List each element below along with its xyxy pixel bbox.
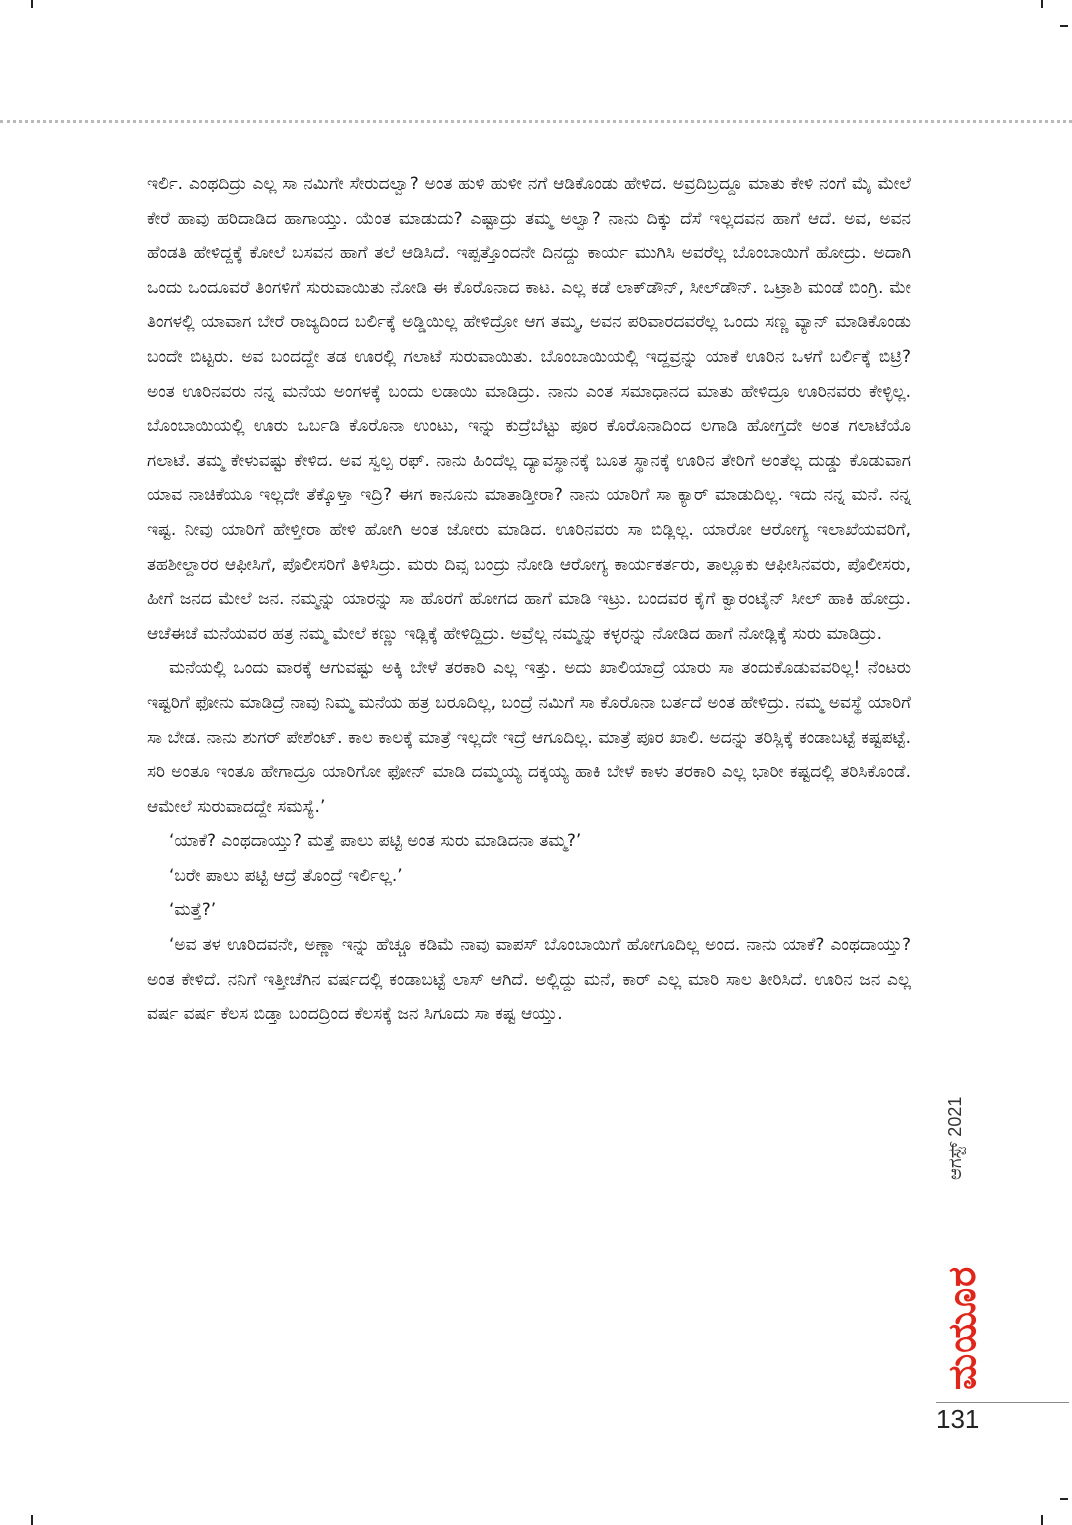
paragraph-2: ಮನೆಯಲ್ಲಿ ಒಂದು ವಾರಕ್ಕೆ ಆಗುವಷ್ಟು ಅಕ್ಕಿ ಬೇಳೆ ತರಕಾರಿ ಎಲ್ಲ ಇತ್ತು. ಅದು ಖಾಲಿಯಾದ್ರೆ ಯಾರು ಸಾ ತಂದುಕೊಡುವವರಿಲ್ಲ! ನೆಂಟರು ಇಷ್ಟರಿಗೆ ಫೋನು ಮಾಡಿದ್ರೆ ನಾವು ನಿಮ್ಮ ಮನೆಯ ಹತ್ರ ಬರೂದಿಲ್ಲ, ಬಂದ್ರೆ ನಮಿಗೆ ಸಾ ಕೊರೊನಾ ಬರ್ತದೆ ಅಂತ ಹೇಳಿದ್ರು. ನಮ್ಮ ಅವಸ್ಥೆ ಯಾರಿಗೆ ಸಾ ಬೇಡ. ನಾನು ಶುಗರ್ ಪೇಶೆಂಟ್. ಕಾಲ ಕಾಲಕ್ಕೆ ಮಾತ್ರೆ ಇಲ್ಲದೇ ಇದ್ರೆ ಆಗೂದಿಲ್ಲ. ಮಾತ್ರೆ ಪೂರ ಖಾಲಿ. ಅದನ್ನು ತರಿಸ್ಲಿಕ್ಕೆ ಕಂಡಾಬಟ್ಟೆ ಕಷ್ಟಪಟ್ಟೆ. ಸರಿ ಅಂತೂ ಇಂತೂ ಹೇಗಾದ್ರೂ ಯಾರಿಗೋ ಫೋನ್ ಮಾಡಿ ದಮ್ಮಯ್ಯ ದಕ್ಕಯ್ಯ ಹಾಕಿ ಬೇಳೆ ಕಾಳು ತರಕಾರಿ ಎಲ್ಲ ಭಾರೀ ಕಷ್ಟದಲ್ಲಿ ತರಿಸಿಕೊಂಡೆ. ಆಮೇಲೆ ಸುರುವಾದದ್ದೇ ಸಮಸ್ಯೆ.’ [147,658,911,817]
page-number-rule [936,1402,1069,1403]
paragraph-3: ‘ಅವ ತಳ ಊರಿದವನೇ, ಅಣ್ಣಾ ಇನ್ನು ಹೆಚ್ಚೂ ಕಡಿಮೆ ನಾವು ವಾಪಸ್ ಬೊಂಬಾಯಿಗೆ ಹೋಗೂದಿಲ್ಲ ಅಂದ. ನಾನು ಯಾಕೆ? ಎಂಥದಾಯ್ತು? ಅಂತ ಕೇಳಿದೆ. ನನಿಗೆ ಇತ್ತೀಚೆಗಿನ ವರ್ಷದಲ್ಲಿ ಕಂಡಾಬಟ್ಟೆ ಲಾಸ್ ಆಗಿದೆ. ಅಲ್ಲಿದ್ದು ಮನೆ, ಕಾರ್ ಎಲ್ಲ ಮಾರಿ ಸಾಲ ತೀರಿಸಿದೆ. ಊರಿನ ಜನ ಎಲ್ಲ ವರ್ಷ ವರ್ಷ ಕೆಲಸ ಬಿಡ್ತಾ ಬಂದದ್ರಿಂದ ಕೆಲಸಕ್ಕೆ ಜನ ಸಿಗೂದು ಸಾ ಕಷ್ಟ ಆಯ್ತು. [147,935,911,1025]
paragraph-1: ಇರ್ಲಿ. ಎಂಥದಿದ್ರು ಎಲ್ಲ ಸಾ ನಮಿಗೇ ಸೇರುದಲ್ವಾ? ಅಂತ ಹುಳಿ ಹುಳೀ ನಗೆ ಆಡಿಕೊಂಡು ಹೇಳಿದ. ಅವ್ರದಿಬ್ರದ್ದೂ ಮಾತು ಕೇಳಿ ನಂಗೆ ಮೈ ಮೇಲೆ ಕೇರೆ ಹಾವು ಹರಿದಾಡಿದ ಹಾಗಾಯ್ತು. ಯೆಂತ ಮಾಡುದು? ಎಷ್ಟಾದ್ರು ತಮ್ಮ ಅಲ್ವಾ? ನಾನು ದಿಕ್ಕು ದೆಸೆ ಇಲ್ಲದವನ ಹಾಗೆ ಆದೆ. ಅವ, ಅವನ ಹೆಂಡತಿ ಹೇಳಿದ್ದಕ್ಕೆ ಕೋಲೆ ಬಸವನ ಹಾಗೆ ತಲೆ ಆಡಿಸಿದೆ. ಇಪ್ಪತ್ತೊಂದನೇ ದಿನದ್ದು ಕಾರ್ಯ ಮುಗಿಸಿ ಅವರೆಲ್ಲ ಬೊಂಬಾಯಿಗೆ ಹೋದ್ರು. ಅದಾಗಿ ಒಂದು ಒಂದೂವರೆ ತಿಂಗಳಿಗೆ ಸುರುವಾಯಿತು ನೋಡಿ ಈ ಕೊರೊನಾದ ಕಾಟ. ಎಲ್ಲ ಕಡೆ ಲಾಕ್‌ಡೌನ್, ಸೀಲ್‌ಡೌನ್. ಒಟ್ರಾಶಿ ಮಂಡೆ ಬಿಂಗ್ರಿ. ಮೇ ತಿಂಗಳಲ್ಲಿ ಯಾವಾಗ ಬೇರೆ ರಾಜ್ಯದಿಂದ ಬರ್ಲಿಕ್ಕೆ ಅಡ್ಡಿಯಿಲ್ಲ ಹೇಳಿದ್ರೋ ಆಗ ತಮ್ಮ, ಅವನ ಪರಿವಾರದವರೆಲ್ಲ ಒಂದು ಸಣ್ಣ ವ್ಯಾನ್ ಮಾಡಿಕೊಂಡು ಬಂದೇ ಬಿಟ್ಟರು. ಅವ ಬಂದದ್ದೇ ತಡ ಊರಲ್ಲಿ ಗಲಾಟೆ ಸುರುವಾಯಿತು. ಬೊಂಬಾಯಿಯಲ್ಲಿ ಇದ್ದವ್ರನ್ನು ಯಾಕೆ ಊರಿನ ಒಳಗೆ ಬರ್ಲಿಕ್ಕೆ ಬಿಟ್ರಿ? ಅಂತ ಊರಿನವರು ನನ್ನ ಮನೆಯ ಅಂಗಳಕ್ಕೆ ಬಂದು ಲಡಾಯಿ ಮಾಡಿದ್ರು. ನಾನು ಎಂತ ಸಮಾಧಾನದ ಮಾತು ಹೇಳಿದ್ರೂ ಊರಿನವರು ಕೇಳ್ಳಿಲ್ಲ. ಬೊಂಬಾಯಿಯಲ್ಲಿ ಊರು ಒರ್ಬಡಿ ಕೊರೊನಾ ಉಂಟು, ಇನ್ನು ಕುದ್ರೆಬೆಟ್ಟು ಪೂರ ಕೊರೊನಾದಿಂದ ಲಗಾಡಿ ಹೋಗ್ತದೇ ಅಂತ ಗಲಾಟೆಯೊ ಗಲಾಟೆ. ತಮ್ಮ ಕೇಳುವಷ್ಟು ಕೇಳಿದ. ಅವ ಸ್ವಲ್ಪ ರಫ್. ನಾನು ಹಿಂದೆಲ್ಲ ದ್ಯಾವಸ್ಥಾನಕ್ಕೆ ಬೂತ ಸ್ಥಾನಕ್ಕೆ ಊರಿನ ತೇರಿಗೆ ಅಂತೆಲ್ಲ ದುಡ್ಡು ಕೊಡುವಾಗ ಯಾವ ನಾಚಿಕೆಯೂ ಇಲ್ಲದೇ ತೆಕ್ಕೊಳ್ತಾ ಇದ್ರಿ? ಈಗ ಕಾನೂನು ಮಾತಾಡ್ತೀರಾ? ನಾನು ಯಾರಿಗೆ ಸಾ ಕ್ಯಾರ್ ಮಾಡುದಿಲ್ಲ. ಇದು ನನ್ನ ಮನೆ. ನನ್ನ ಇಷ್ಟ. ನೀವು ಯಾರಿಗೆ ಹೇಳ್ತೀರಾ ಹೇಳಿ ಹೋಗಿ ಅಂತ ಜೋರು ಮಾಡಿದ. ಊರಿನವರು ಸಾ ಬಿಡ್ಲಿಲ್ಲ. ಯಾರೋ ಆರೋಗ್ಯ ಇಲಾಖೆಯವರಿಗೆ, ತಹಶೀಲ್ದಾರರ ಆಫೀಸಿಗೆ, ಪೊಲೀಸರಿಗೆ ತಿಳಿಸಿದ್ರು. ಮರು ದಿವ್ಸ ಬಂದ್ರು ನೋಡಿ ಆರೋಗ್ಯ ಕಾರ್ಯಕರ್ತರು, ತಾಲ್ಲೂಕು ಆಫೀಸಿನವರು, ಪೊಲೀಸರು, ಹೀಗೆ ಜನದ ಮೇಲೆ ಜನ. ನಮ್ಮನ್ನು ಯಾರನ್ನು ಸಾ ಹೊರಗೆ ಹೋಗದ ಹಾಗೆ ಮಾಡಿ ಇಟ್ರು. ಬಂದವರ ಕೈಗೆ ಕ್ವಾರಂಟೈನ್ ಸೀಲ್ ಹಾಕಿ ಹೋದ್ರು. ಆಚೆಈಚೆ ಮನೆಯವರ ಹತ್ರ ನಮ್ಮ ಮೇಲೆ ಕಣ್ಣು ಇಡ್ಲಿಕ್ಕೆ ಹೇಳಿದ್ದಿದ್ರು. ಅವ್ರೆಲ್ಲ ನಮ್ಮನ್ನು ಕಳ್ಳರನ್ನು ನೋಡಿದ ಹಾಗೆ ನೋಡ್ಲಿಕ್ಕೆ ಸುರು ಮಾಡಿದ್ರು. [147,174,911,644]
header-dotted-rule [0,120,1072,123]
crop-mark-top-left [31,0,33,8]
crop-mark-top-right [1041,0,1043,8]
dialogue-line-2: ‘ಬರೇ ಪಾಲು ಪಟ್ಟಿ ಆದ್ರೆ ತೊಂದ್ರೆ ಇರ್ಲಿಲ್ಲ.’ [169,865,403,886]
article-body [147,167,911,1032]
crop-mark-bottom-right-horizontal [1060,1498,1068,1500]
issue-date: ಆಗಸ್ಟ್ 2021 [945,1096,965,1180]
crop-mark-bottom-right [1041,1515,1043,1525]
dialogue-line-1: ‘ಯಾಕೆ? ಎಂಥದಾಯ್ತು? ಮತ್ತೆ ಪಾಲು ಪಟ್ಟಿ ಅಂತ ಸುರು ಮಾಡಿದನಾ ತಮ್ಮ?’ [169,831,582,852]
page-number: 131 [936,1404,980,1434]
crop-mark-bottom-left [31,1515,33,1525]
crop-mark-top-right-horizontal [1060,25,1068,27]
dialogue-line-3: ‘ಮತ್ತೆ?’ [169,900,217,921]
magazine-brand-logo: ಮಯೂರ [940,1265,984,1390]
